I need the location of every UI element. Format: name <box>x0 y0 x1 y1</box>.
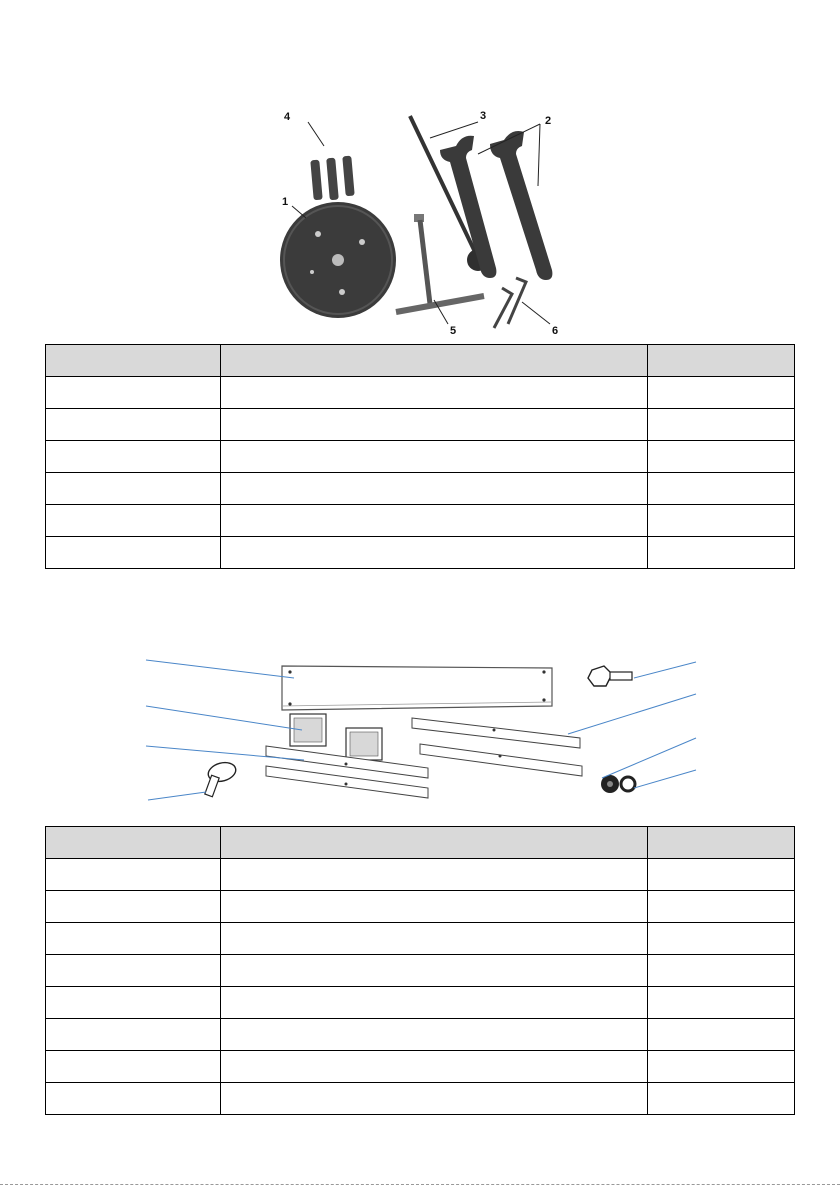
table-cell <box>221 891 648 923</box>
table-cell <box>648 441 795 473</box>
nut-washer-image <box>601 775 635 793</box>
table-header-row <box>46 345 795 377</box>
hex-keys-image <box>494 278 526 328</box>
table-row <box>46 1019 795 1051</box>
table-cell <box>46 505 221 537</box>
table-cell <box>648 505 795 537</box>
callout-5: 5 <box>450 325 457 337</box>
table-cell <box>648 891 795 923</box>
table-cell <box>648 859 795 891</box>
table-cell <box>648 473 795 505</box>
page-footer-rule <box>0 1184 840 1185</box>
table-row <box>46 377 795 409</box>
table-cell <box>221 441 648 473</box>
table-cell <box>221 1083 648 1115</box>
table-row <box>46 859 795 891</box>
panel-image <box>282 666 552 710</box>
table-cell <box>648 923 795 955</box>
tools-illustration <box>272 102 584 342</box>
table-cell <box>46 377 221 409</box>
table-cell <box>46 891 221 923</box>
table-cell <box>221 1019 648 1051</box>
table-cell <box>221 955 648 987</box>
stand-parts-table <box>45 826 795 1115</box>
header-cell <box>648 827 795 859</box>
table-cell <box>648 537 795 569</box>
table-cell <box>221 505 648 537</box>
table-cell <box>46 537 221 569</box>
table-cell <box>46 923 221 955</box>
tools-parts-table <box>45 344 795 569</box>
table-row <box>46 537 795 569</box>
table-cell <box>221 377 648 409</box>
table-cell <box>221 473 648 505</box>
angle-bars-right-image <box>412 718 582 776</box>
header-cell <box>648 345 795 377</box>
callout-3: 3 <box>480 110 487 122</box>
table-cell <box>221 859 648 891</box>
stand-parts-illustration <box>140 648 700 816</box>
table-row <box>46 923 795 955</box>
table-cell <box>221 1051 648 1083</box>
table-cell <box>221 409 648 441</box>
table-cell <box>221 987 648 1019</box>
callout-6: 6 <box>552 325 559 337</box>
table-row <box>46 891 795 923</box>
table-cell <box>221 537 648 569</box>
table-cell <box>648 1019 795 1051</box>
header-cell <box>46 345 221 377</box>
header-cell <box>221 827 648 859</box>
bits-image <box>310 156 354 201</box>
table-cell <box>46 441 221 473</box>
table-cell <box>221 923 648 955</box>
table-row <box>46 473 795 505</box>
table-cell <box>648 409 795 441</box>
table-cell <box>648 955 795 987</box>
callout-1: 1 <box>282 196 289 208</box>
disc-image <box>280 202 396 318</box>
table-cell <box>648 1083 795 1115</box>
table-header-row <box>46 827 795 859</box>
table-row <box>46 1051 795 1083</box>
bolt-image <box>588 666 632 686</box>
table-cell <box>648 987 795 1019</box>
table-row <box>46 409 795 441</box>
header-cell <box>46 827 221 859</box>
callout-4: 4 <box>284 111 291 123</box>
table-cell <box>648 377 795 409</box>
table-cell <box>46 1083 221 1115</box>
table-cell <box>46 1051 221 1083</box>
table-row <box>46 987 795 1019</box>
table-row <box>46 505 795 537</box>
table-cell <box>46 1019 221 1051</box>
table-row <box>46 441 795 473</box>
table-cell <box>46 987 221 1019</box>
table-cell <box>46 409 221 441</box>
table-cell <box>46 859 221 891</box>
table-cell <box>46 473 221 505</box>
spanners-image <box>440 131 552 280</box>
callout-2: 2 <box>545 115 552 127</box>
screw-image <box>205 760 238 797</box>
table-row <box>46 955 795 987</box>
header-cell <box>221 345 648 377</box>
table-cell <box>648 1051 795 1083</box>
table-cell <box>46 955 221 987</box>
table-row <box>46 1083 795 1115</box>
